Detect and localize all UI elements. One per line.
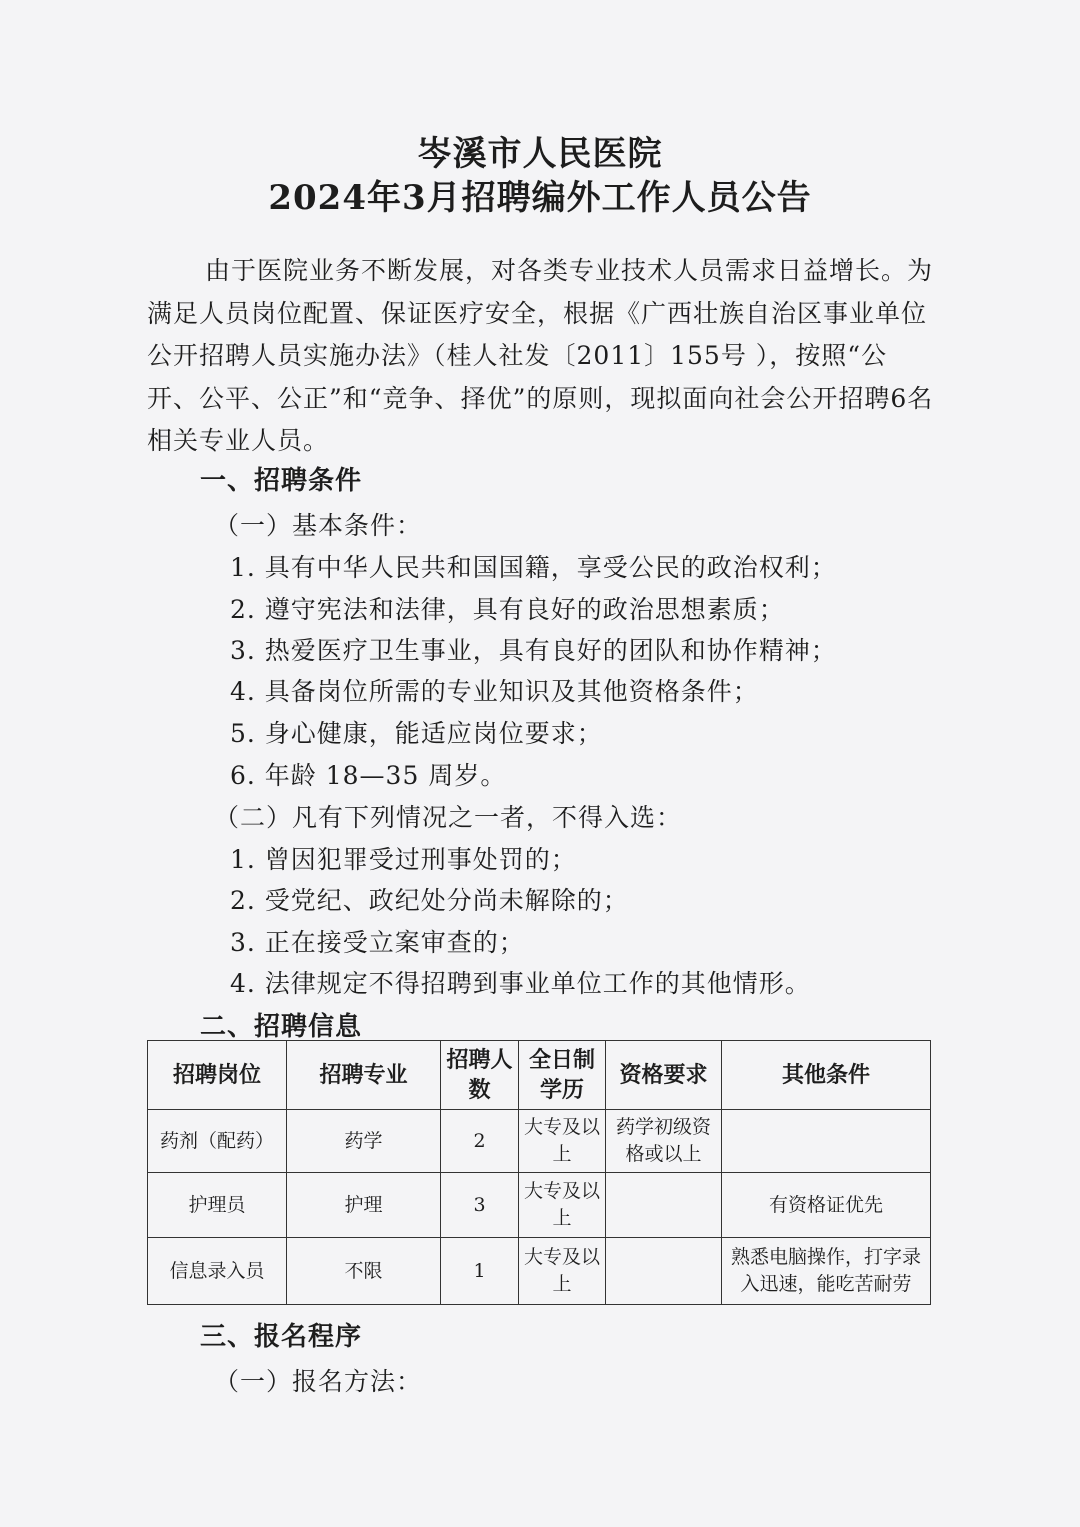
table-cell: 药学: [287, 1110, 441, 1173]
table-header-row: [148, 1041, 931, 1110]
exclusion-heading: （二）凡有下列情况之一者，不得入选：: [214, 803, 683, 832]
header-cell-position: 招聘岗位: [148, 1041, 287, 1110]
basic-item-6: 6. 年龄 18—35 周岁。: [230, 761, 507, 790]
exclusion-item-2: 2. 受党纪、政纪处分尚未解除的；: [230, 886, 629, 915]
table-row: [148, 1110, 931, 1173]
table-cell: [722, 1110, 931, 1173]
table-cell: 护理: [287, 1173, 441, 1238]
section3-heading: 三、报名程序: [200, 1322, 363, 1352]
table-row: [148, 1173, 931, 1238]
table-cell: 有资格证优先: [722, 1173, 931, 1238]
exclusion-item-3: 3. 正在接受立案审查的；: [230, 928, 525, 957]
header-cell-qualification: 资格要求: [606, 1041, 722, 1110]
table-cell: 3: [441, 1173, 519, 1238]
basic-item-3: 3. 热爱医疗卫生事业，具有良好的团队和协作精神；: [230, 636, 837, 665]
registration-method-heading: （一）报名方法：: [214, 1367, 423, 1396]
table-cell: 大专及以上: [519, 1173, 606, 1238]
header-cell-education: 全日制学历: [519, 1041, 606, 1110]
doc-title-line1: 岑溪市人民医院: [417, 134, 663, 174]
table-row: [148, 1238, 931, 1305]
table-cell: 熟悉电脑操作，打字录入迅速，能吃苦耐劳: [722, 1238, 931, 1305]
table-cell: 不限: [287, 1238, 441, 1305]
table-cell: 药剂（配药）: [148, 1110, 287, 1173]
doc-title-line2: 2024年3月招聘编外工作人员公告: [268, 178, 812, 218]
table-cell: 信息录入员: [148, 1238, 287, 1305]
table-cell: 1: [441, 1238, 519, 1305]
basic-item-2: 2. 遵守宪法和法律，具有良好的政治思想素质；: [230, 595, 785, 624]
basic-item-1: 1. 具有中华人民共和国国籍，享受公民的政治权利；: [230, 553, 837, 582]
header-cell-major: 招聘专业: [287, 1041, 441, 1110]
table-cell: 护理员: [148, 1173, 287, 1238]
table-cell: [606, 1173, 722, 1238]
exclusion-item-1: 1. 曾因犯罪受过刑事处罚的；: [230, 845, 577, 874]
intro-paragraph: [147, 250, 937, 463]
table-cell: 药学初级资格或以上: [606, 1110, 722, 1173]
header-cell-count: 招聘人数: [441, 1041, 519, 1110]
table-cell: 2: [441, 1110, 519, 1173]
table-cell: [606, 1238, 722, 1305]
section2-heading: 二、招聘信息: [200, 1012, 363, 1042]
header-cell-other: 其他条件: [722, 1041, 931, 1110]
table-cell: 大专及以上: [519, 1110, 606, 1173]
table-cell: 大专及以上: [519, 1238, 606, 1305]
recruitment-table: [147, 1040, 931, 1305]
basic-item-4: 4. 具备岗位所需的专业知识及其他资格条件；: [230, 677, 759, 706]
section1-heading: 一、招聘条件: [200, 466, 363, 496]
basic-item-5: 5. 身心健康，能适应岗位要求；: [230, 719, 603, 748]
intro-text: 由于医院业务不断发展，对各类专业技术人员需求日益增长。为满足人员岗位配置、保证医疗安全，根据《广西壮族自治区事业单位公开招聘人员实施办法》（桂人社发〔2011〕155号 ），按照“公开、公平、公正”和“竞争、择优”的原则，现拟面向社会公开招聘6名相关专业人员。: [147, 256, 934, 455]
basic-conditions-heading: （一）基本条件：: [214, 511, 423, 540]
exclusion-item-4: 4. 法律规定不得招聘到事业单位工作的其他情形。: [230, 969, 811, 998]
